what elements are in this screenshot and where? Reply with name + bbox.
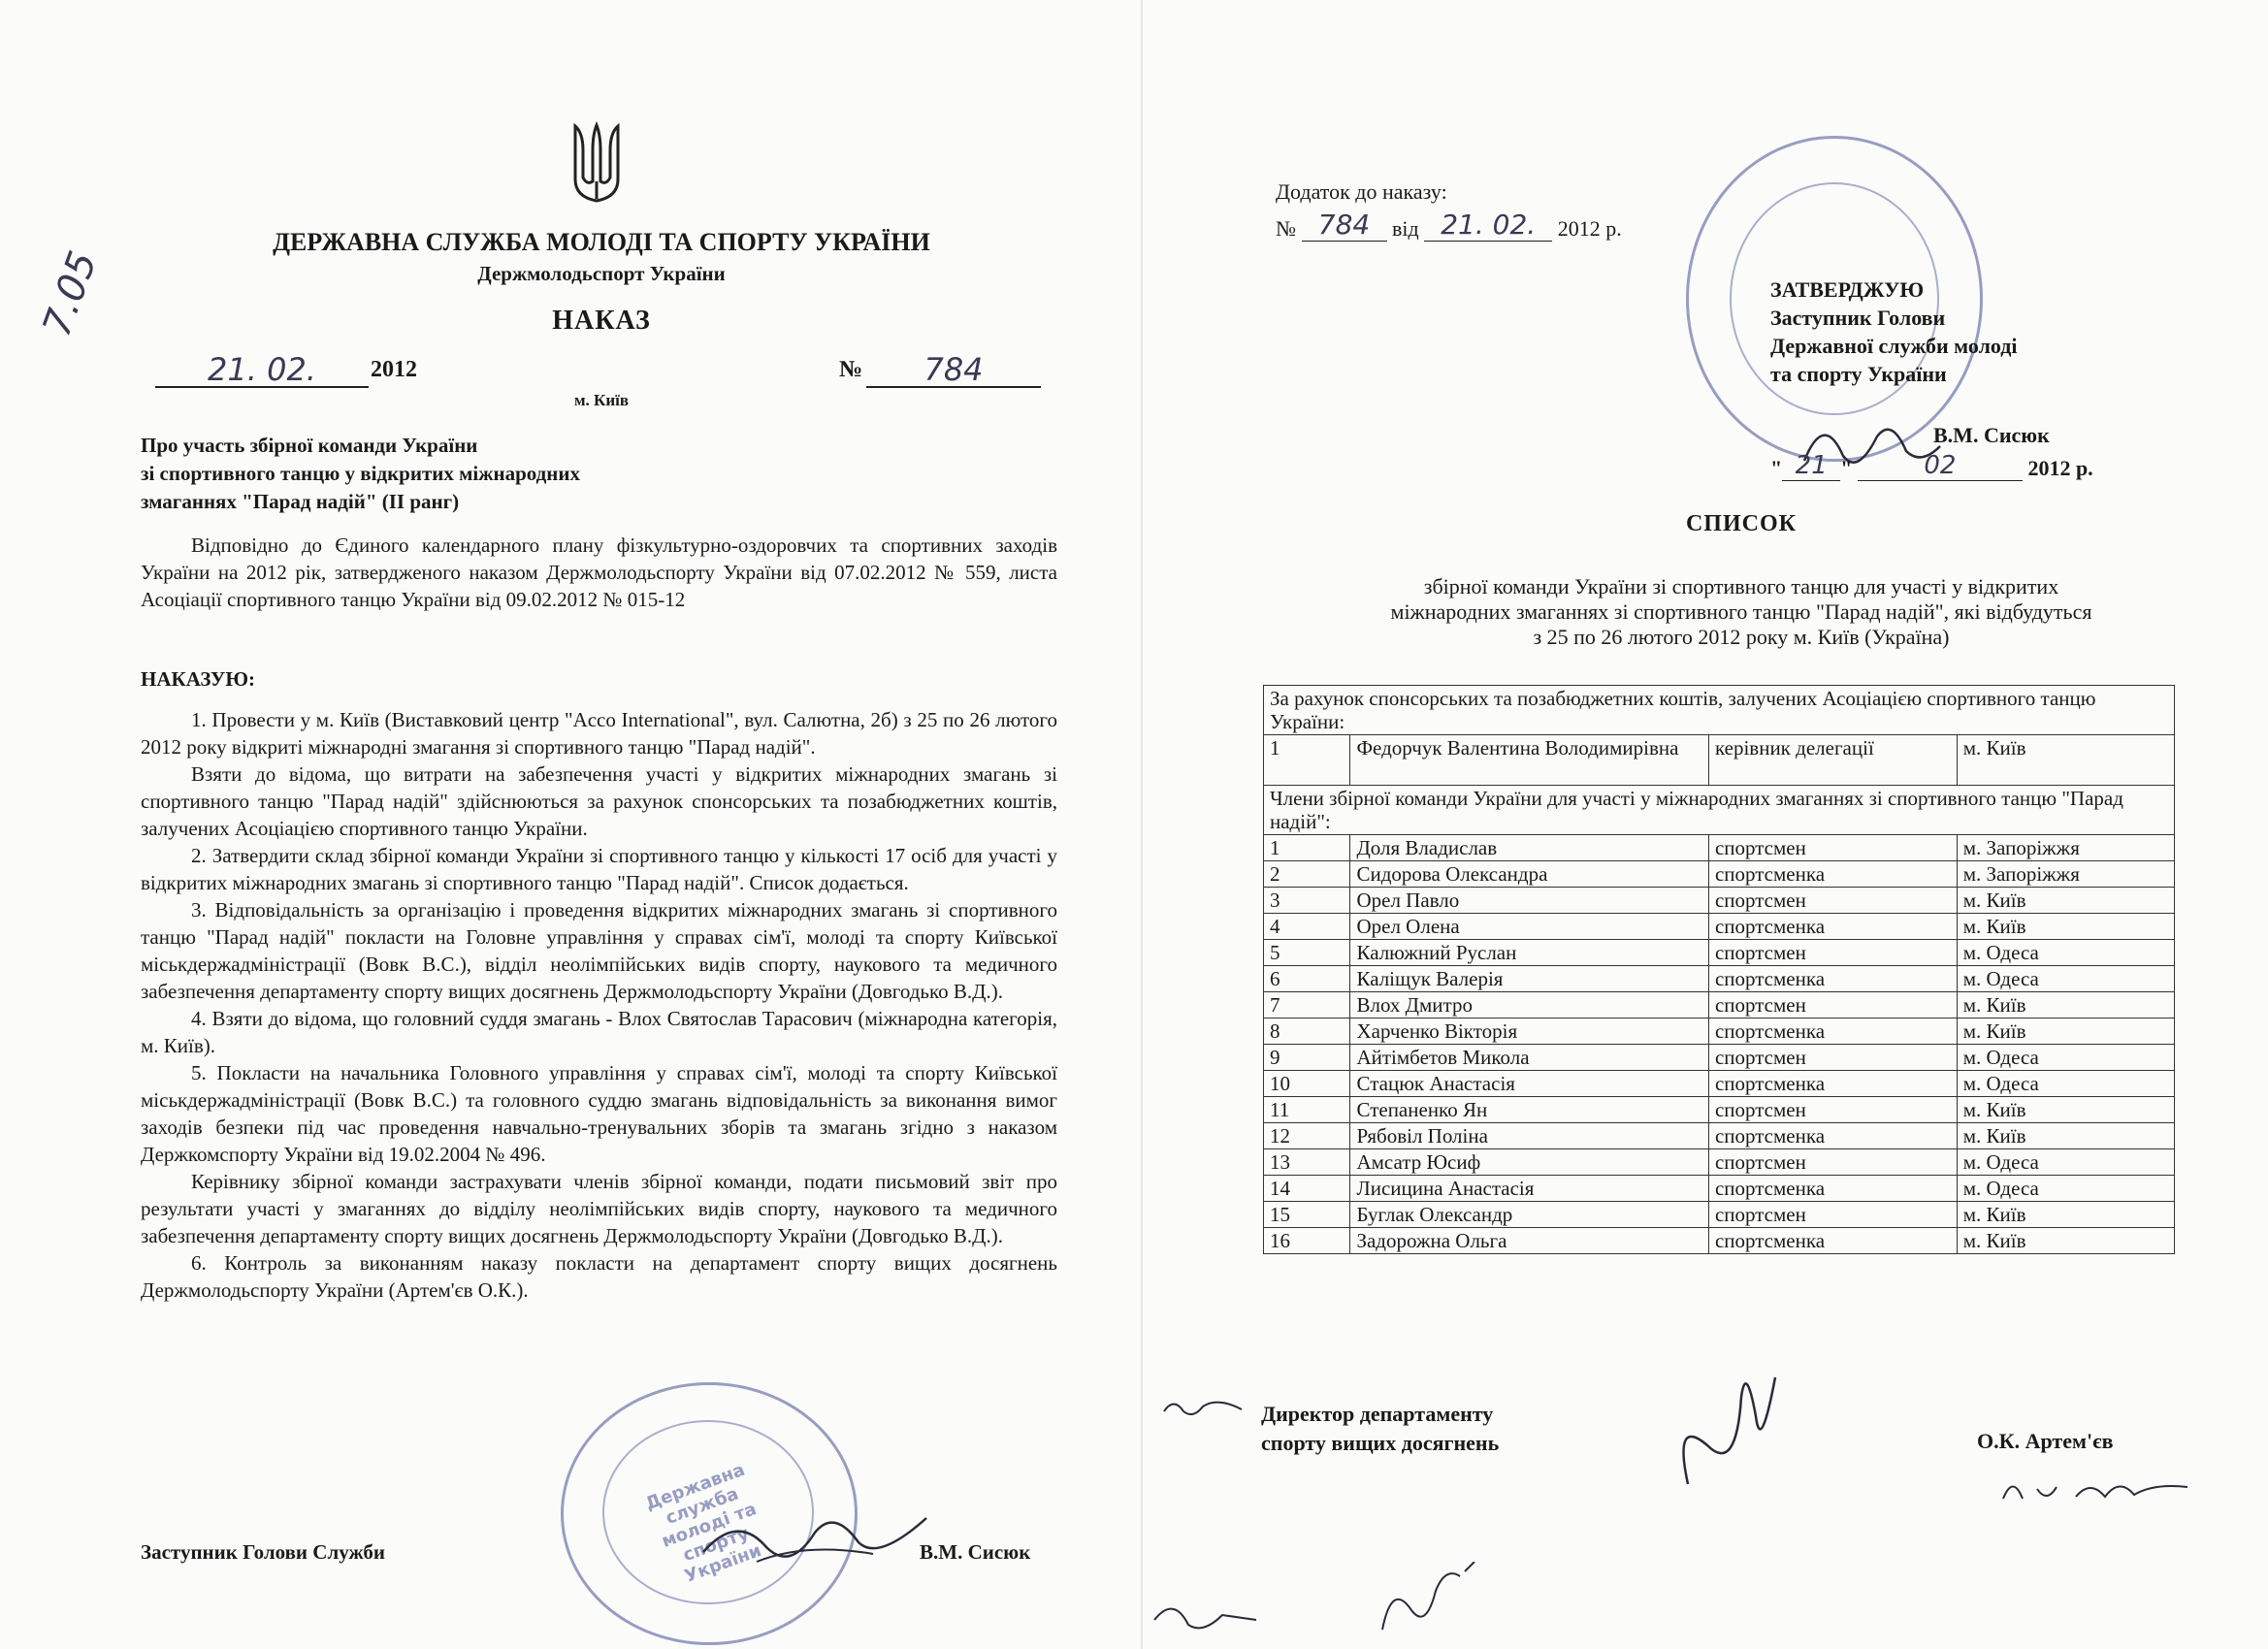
order-item: 4. Взяти до відома, що головний суддя змагань - Влох Святослав Тарасович (міжнародна категорія, м. Київ). <box>141 1007 1057 1057</box>
cell-city: м. Київ <box>1957 914 2174 940</box>
director-line: Директор департаменту <box>1261 1402 1494 1426</box>
cell-name: Влох Дмитро <box>1350 992 1708 1018</box>
subject-line: зі спортивного танцю у відкритих міжнародних <box>141 462 580 485</box>
cell-city: м. Одеса <box>1957 940 2174 966</box>
page-fold <box>1141 0 1143 1649</box>
cell-role: спортсмен <box>1708 835 1957 861</box>
cell-number: 1 <box>1264 735 1350 786</box>
table-row <box>1264 1123 2175 1149</box>
table-row <box>1264 1228 2175 1254</box>
cell-role: керівник делегації <box>1708 735 1957 786</box>
handwritten-mark <box>1159 1392 1247 1421</box>
handwritten-mark <box>1373 1562 1479 1639</box>
quote-mark: " <box>1770 456 1783 480</box>
appendix-date-prefix: від <box>1392 216 1419 241</box>
table-row <box>1264 1018 2175 1045</box>
approval-date <box>1770 451 2093 481</box>
cell-number: 13 <box>1264 1149 1350 1176</box>
cell-name: Харченко Вікторія <box>1350 1018 1708 1045</box>
approval-signer-name: В.М. Сисюк <box>1933 423 2050 447</box>
approval-block <box>1770 275 2018 388</box>
appendix-num-handwritten: 784 <box>1302 209 1387 242</box>
cell-number: 10 <box>1264 1071 1350 1097</box>
order-item: Керівнику збірної команди застрахувати членів збірної команди, подати письмовий звіт про результати участі у змаганнях до відділу неолімпійських видів спорту, наукового та медичного забезпечення департаменту спорту вищих досягнень Держмолодьспорту України (Довгодько В.Д.). <box>141 1170 1057 1247</box>
appendix-ref <box>1276 209 1622 242</box>
section-cell: Члени збірної команди України для участі у міжнародних змаганнях зі спортивного танцю "Парад надій": <box>1264 786 2175 835</box>
cell-city: м. Київ <box>1957 1123 2174 1149</box>
quote-mark: " <box>1840 456 1853 480</box>
table-row <box>1264 1202 2175 1228</box>
approval-month-handwritten: 02 <box>1858 451 2023 481</box>
cell-number: 3 <box>1264 888 1350 914</box>
order-items <box>141 706 1057 1304</box>
subtitle-line: збірної команди України зі спортивного танцю для участі у відкритих <box>1423 574 2059 598</box>
subject-line: змаганнях "Парад надій" (ІІ ранг) <box>141 490 460 513</box>
cell-city: м. Київ <box>1957 888 2174 914</box>
signature-left <box>698 1494 931 1581</box>
cell-number: 1 <box>1264 835 1350 861</box>
approval-day-handwritten: 21 <box>1782 451 1840 481</box>
cell-role: спортсмен <box>1708 992 1957 1018</box>
document-type: НАКАЗ <box>552 306 651 336</box>
cell-city: м. Одеса <box>1957 966 2174 992</box>
cell-city: м. Київ <box>1957 1202 2174 1228</box>
cell-role: спортсменка <box>1708 1018 1957 1045</box>
cell-number: 4 <box>1264 914 1350 940</box>
approval-line: ЗАТВЕРДЖУЮ <box>1770 277 1925 302</box>
order-item: 3. Відповідальність за організацію і проведення відкритих міжнародних змагань зі спортивного танцю "Парад надій" покласти на Головне управління у справах сім'ї, молоді та спорту Київської міськдержадміністрації (Вовк В.С.), відділ неолімпійських видів спорту, наукового та медичного забезпечення департаменту спорту вищих досягнень Держмолодьспорту України (Довгодько В.Д.). <box>141 898 1057 1003</box>
approval-year: 2012 р. <box>2027 456 2093 480</box>
table-row <box>1264 735 2175 786</box>
preamble-text: Відповідно до Єдиного календарного плану фізкультурно-оздоровчих та спортивних заходів України на 2012 рік, затвердженого наказом Держмолодьспорту України від 07.02.2012 № 559, листа Асоціації спортивного танцю України від 09.02.2012 № 015-12 <box>141 534 1057 611</box>
cell-name: Амсатр Юсиф <box>1350 1149 1708 1176</box>
margin-handwritten-note: 7.05 <box>34 245 107 342</box>
order-item: Взяти до відома, що витрати на забезпечення участі у відкритих міжнародних змагань зі спортивного танцю "Парад надій" здійснюються за рахунок спонсорських та позабюджетних коштів, залучених Асоціацією спортивного танцю України. <box>141 762 1057 840</box>
cell-city: м. Одеса <box>1957 1045 2174 1071</box>
section-cell: За рахунок спонсорських та позабюджетних коштів, залучених Асоціацією спортивного танцю України: <box>1264 686 2175 735</box>
team-list-table <box>1263 685 2175 1254</box>
cell-city: м. Київ <box>1957 1018 2174 1045</box>
cell-name: Каліщук Валерія <box>1350 966 1708 992</box>
cell-city: м. Київ <box>1957 735 2174 786</box>
cell-number: 8 <box>1264 1018 1350 1045</box>
director-title <box>1261 1400 1499 1458</box>
signer-name: В.М. Сисюк <box>920 1540 1031 1564</box>
cell-city: м. Одеса <box>1957 1071 2174 1097</box>
list-title: СПИСОК <box>1685 511 1798 536</box>
cell-name: Степаненко Ян <box>1350 1097 1708 1123</box>
cell-role: спортсмен <box>1708 1045 1957 1071</box>
director-name: О.К. Артем'єв <box>1977 1429 2114 1453</box>
table-row <box>1264 1045 2175 1071</box>
members-body <box>1264 835 2175 1254</box>
appendix-num-prefix: № <box>1276 216 1296 241</box>
handwritten-mark <box>1145 1591 1261 1639</box>
stamp-text: Державна служба молоді та спорту України <box>642 1459 764 1587</box>
order-item: 5. Покласти на начальника Головного управління у справах сім'ї, молоді та спорту Київської міськдержадміністрації (Вовк В.С.) та головного суддю змагань відповідальність за виконання вимог заходів безпеки під час проведення навчально-тренувальних зборів та змагань згідно з наказом Держкомспорту України від 19.02.2004 № 496. <box>141 1061 1057 1166</box>
order-word: НАКАЗУЮ: <box>141 667 255 691</box>
order-item: 1. Провести у м. Київ (Виставковий центр "Acco International", вул. Салютна, 2б) з 25 по 26 лютого 2012 року відкриті міжнародні змагання зі спортивного танцю "Парад надій". <box>141 708 1057 759</box>
cell-name: Лисицина Анастасія <box>1350 1176 1708 1202</box>
table-row <box>1264 1149 2175 1176</box>
order-item: 2. Затвердити склад збірної команди України зі спортивного танцю у кількості 17 осіб для участі у відкритих міжнародних змагань зі спортивного танцю "Парад надій". Список додається. <box>141 844 1057 894</box>
order-date-handwritten: 21. 02. <box>155 351 369 388</box>
table-row <box>1264 1071 2175 1097</box>
cell-name: Рябовіл Поліна <box>1350 1123 1708 1149</box>
table-section-header <box>1264 686 2175 735</box>
table-section-header <box>1264 786 2175 835</box>
cell-city: м. Запоріжжя <box>1957 835 2174 861</box>
cell-city: м. Київ <box>1957 1228 2174 1254</box>
order-year: 2012 <box>371 357 417 382</box>
cell-role: спортсмен <box>1708 940 1957 966</box>
cell-city: м. Київ <box>1957 1097 2174 1123</box>
cell-city: м. Одеса <box>1957 1176 2174 1202</box>
cell-role: спортсменка <box>1708 861 1957 888</box>
signer-title: Заступник Голови Служби <box>141 1540 385 1564</box>
cell-number: 5 <box>1264 940 1350 966</box>
cell-role: спортсменка <box>1708 1176 1957 1202</box>
agency-short-name: Держмолодьспорт України <box>477 262 726 285</box>
cell-name: Орел Павло <box>1350 888 1708 914</box>
cell-city: м. Запоріжжя <box>1957 861 2174 888</box>
cell-name: Калюжний Руслан <box>1350 940 1708 966</box>
subtitle-line: з 25 по 26 лютого 2012 року м. Київ (Україна) <box>1533 625 1950 649</box>
list-subtitle <box>1271 574 2212 650</box>
cell-role: спортсмен <box>1708 1097 1957 1123</box>
cell-name: Стацюк Анастасія <box>1350 1071 1708 1097</box>
cell-number: 15 <box>1264 1202 1350 1228</box>
appendix-date-handwritten: 21. 02. <box>1424 209 1552 242</box>
order-number-handwritten: 784 <box>866 351 1041 388</box>
cell-number: 14 <box>1264 1176 1350 1202</box>
cell-name: Сидорова Олександра <box>1350 861 1708 888</box>
cell-name: Федорчук Валентина Володимирівна <box>1350 735 1708 786</box>
cell-role: спортсмен <box>1708 888 1957 914</box>
cell-name: Айтімбетов Микола <box>1350 1045 1708 1071</box>
cell-number: 2 <box>1264 861 1350 888</box>
order-number-label: № <box>839 357 863 382</box>
table-row <box>1264 861 2175 888</box>
table-row <box>1264 888 2175 914</box>
order-city: м. Київ <box>573 391 630 409</box>
cell-role: спортсмен <box>1708 1149 1957 1176</box>
trident-emblem-icon <box>567 121 626 204</box>
director-line: спорту вищих досягнень <box>1261 1431 1500 1455</box>
subtitle-line: міжнародних змаганнях зі спортивного танцю "Парад надій", які відбудуться <box>1390 599 2092 624</box>
signature-director <box>1669 1358 1785 1494</box>
table-row <box>1264 835 2175 861</box>
appendix-year: 2012 р. <box>1557 216 1622 241</box>
order-subject <box>141 432 761 516</box>
cell-number: 16 <box>1264 1228 1350 1254</box>
cell-city: м. Одеса <box>1957 1149 2174 1176</box>
table-row <box>1264 1176 2175 1202</box>
table-row <box>1264 940 2175 966</box>
table-row <box>1264 1097 2175 1123</box>
order-item: 6. Контроль за виконанням наказу покласти на департамент спорту вищих досягнень Держмолодьспорту України (Артем'єв О.К.). <box>141 1251 1057 1302</box>
table-row <box>1264 992 2175 1018</box>
handwritten-initials <box>1998 1470 2192 1508</box>
cell-city: м. Київ <box>1957 992 2174 1018</box>
approval-line: Державної служби молоді <box>1770 334 2018 358</box>
subject-line: Про участь збірної команди України <box>141 434 478 457</box>
cell-number: 11 <box>1264 1097 1350 1123</box>
table-row <box>1264 914 2175 940</box>
cell-role: спортсменка <box>1708 966 1957 992</box>
cell-role: спортсмен <box>1708 1202 1957 1228</box>
cell-role: спортсменка <box>1708 1123 1957 1149</box>
approval-line: та спорту України <box>1770 362 1947 386</box>
cell-number: 7 <box>1264 992 1350 1018</box>
cell-name: Буглак Олександр <box>1350 1202 1708 1228</box>
cell-number: 9 <box>1264 1045 1350 1071</box>
cell-name: Орел Олена <box>1350 914 1708 940</box>
appendix-heading: Додаток до наказу: <box>1276 179 1447 204</box>
cell-role: спортсменка <box>1708 914 1957 940</box>
cell-name: Задорожна Ольга <box>1350 1228 1708 1254</box>
agency-title: ДЕРЖАВНА СЛУЖБА МОЛОДІ ТА СПОРТУ УКРАЇНИ <box>273 228 930 256</box>
cell-name: Доля Владислав <box>1350 835 1708 861</box>
cell-number: 6 <box>1264 966 1350 992</box>
cell-role: спортсменка <box>1708 1071 1957 1097</box>
preamble <box>141 532 1057 613</box>
table-row <box>1264 966 2175 992</box>
approval-line: Заступник Голови <box>1770 306 1946 330</box>
cell-role: спортсменка <box>1708 1228 1957 1254</box>
cell-number: 12 <box>1264 1123 1350 1149</box>
